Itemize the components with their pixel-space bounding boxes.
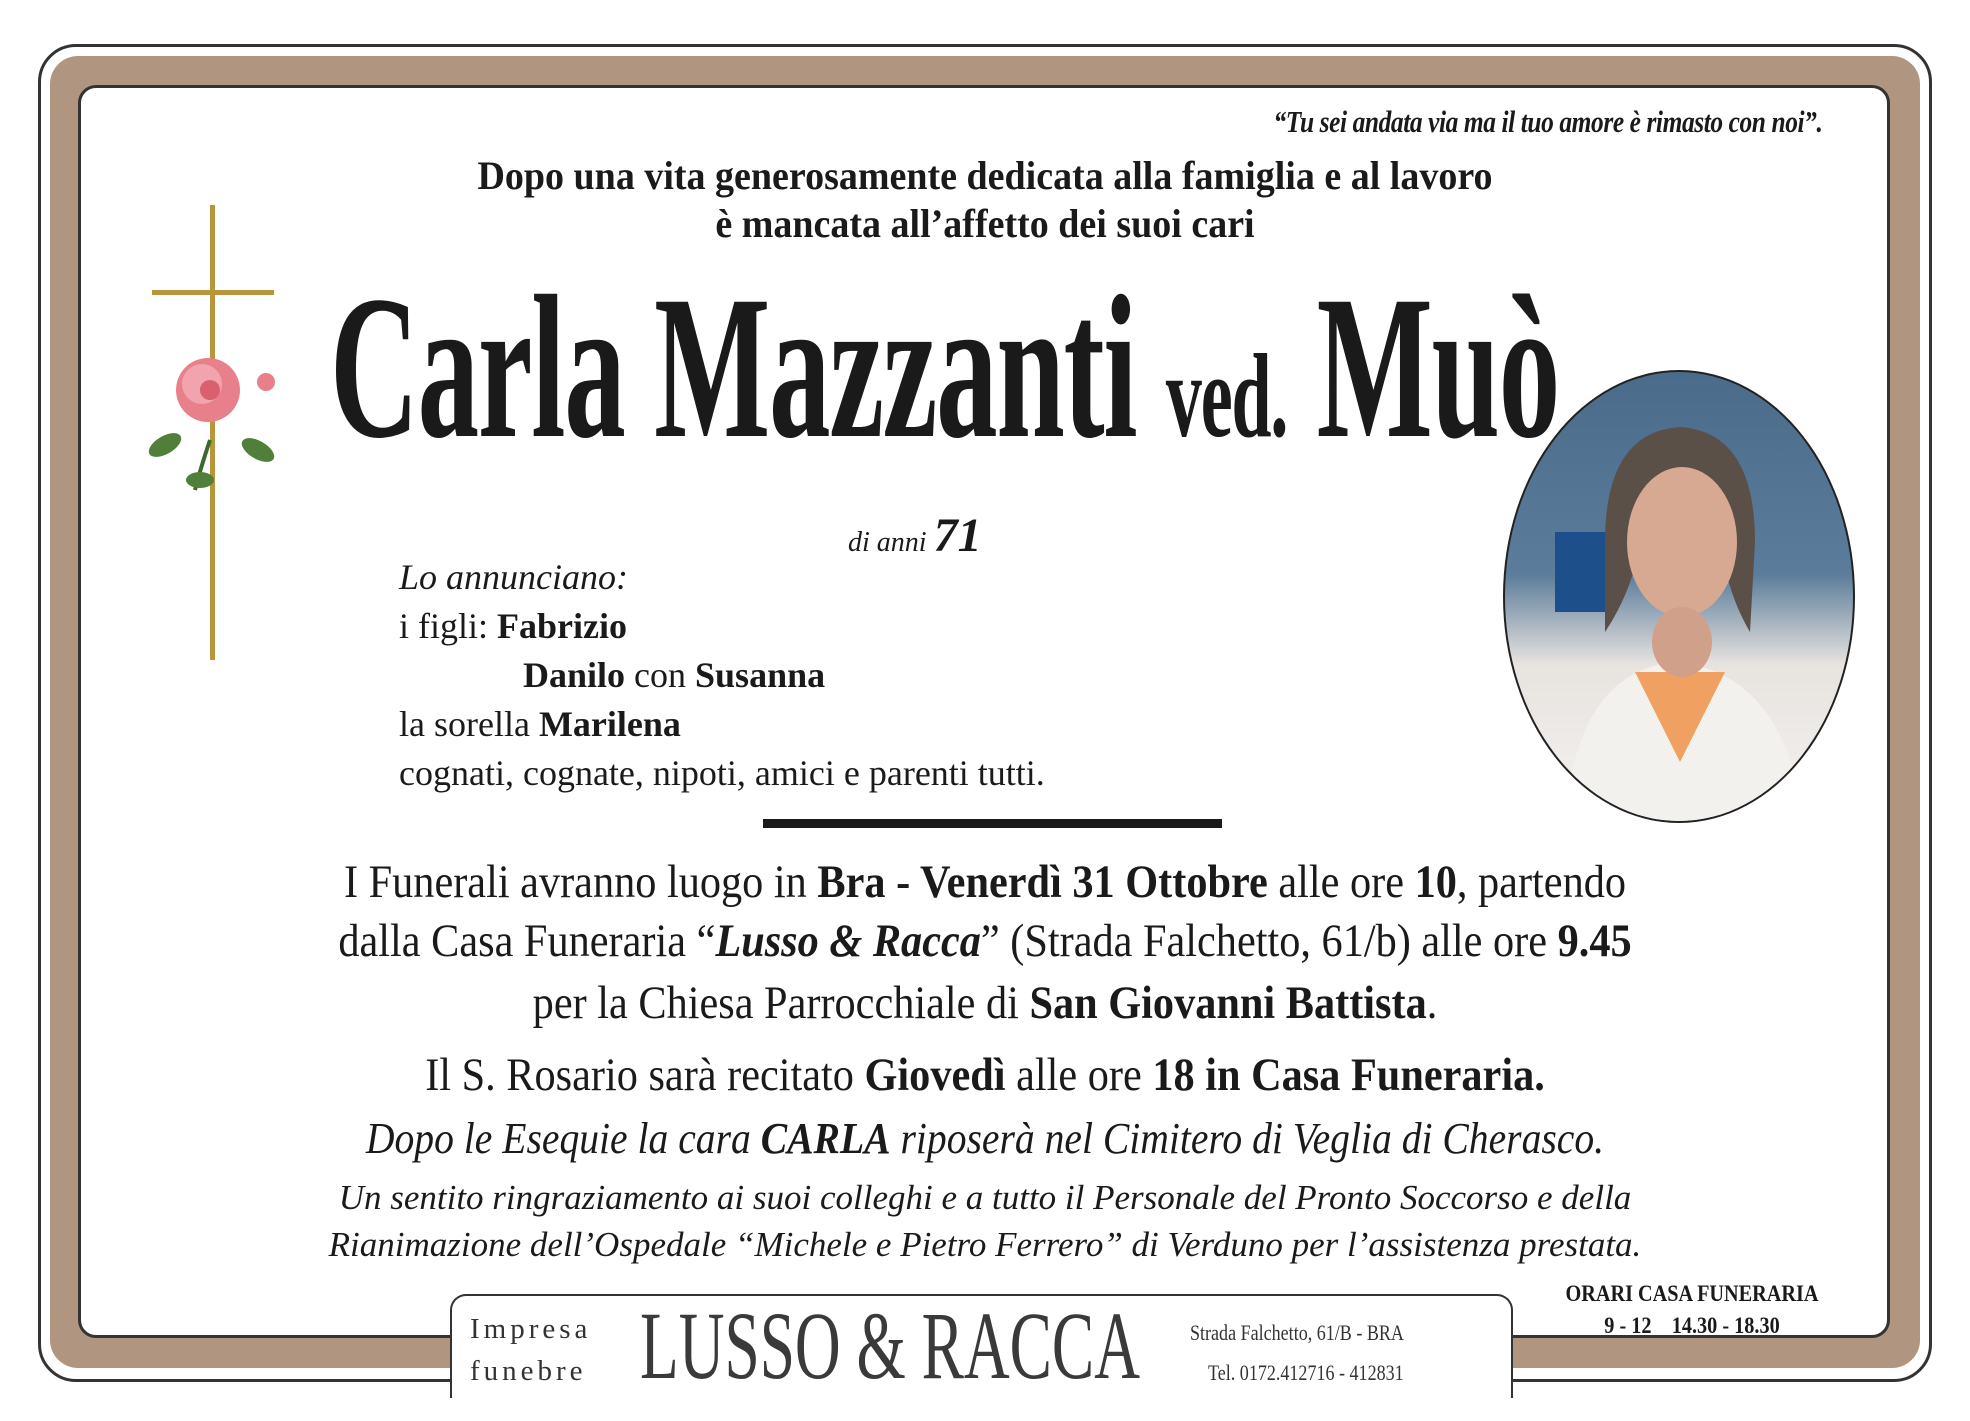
cross-with-rose-icon	[140, 200, 290, 665]
sorella-label: la sorella	[399, 704, 530, 744]
deceased-photo	[1503, 370, 1855, 823]
funeral-home-phone: Tel. 0172.412716 - 412831	[1208, 1360, 1404, 1385]
intro-line-1: Dopo una vita generosamente dedicata alla famiglia e al lavoro	[477, 153, 1493, 198]
burial-line: Dopo le Esequie la cara CARLA riposerà nel Cimitero di Veglia di Cherasco.	[365, 1114, 1605, 1163]
hours-times: 9 - 12 14.30 - 18.30	[1604, 1313, 1780, 1338]
figlio-2: Danilo	[523, 655, 626, 695]
funeral-line-2: dalla Casa Funeraria “Lusso & Racca” (Strada Falchetto, 61/b) alle ore 9.45	[338, 915, 1632, 967]
deceased-name	[330, 254, 1560, 481]
funeral-home-address: Strada Falchetto, 61/B - BRA	[1190, 1320, 1404, 1345]
funeral-home-brand: LUSSO & RACCA	[640, 1292, 1140, 1399]
hours-title: ORARI CASA FUNERARIA	[1565, 1281, 1819, 1306]
quote: “Tu sei andata via ma il tuo amore è rimasto con noi”.	[1273, 104, 1822, 139]
announcers-others: cognati, cognate, nipoti, amici e parenti tutti.	[399, 753, 1045, 793]
announcers-figlio2	[523, 651, 825, 700]
intro-line-2: è mancata all’affetto dei suoi cari	[715, 201, 1255, 246]
opening-hours	[1542, 1278, 1841, 1342]
announcers-heading: Lo annunciano:	[399, 557, 628, 597]
figlio-2-spouse: Susanna	[695, 655, 826, 695]
thanks-line-2: Rianimazione dell’Ospedale “Michele e Pietro Ferrero” di Verduno per l’assistenza prestata.	[328, 1225, 1642, 1264]
impresa-funebre-label: Impresa funebre	[470, 1313, 592, 1387]
thanks-line-1: Un sentito ringraziamento ai suoi colleghi e a tutto il Personale del Pronto Soccorso e della	[338, 1178, 1632, 1217]
name-surname2: Muò	[1316, 254, 1560, 481]
name-main: Carla Mazzanti	[330, 254, 1137, 481]
portrait-icon	[1505, 372, 1855, 823]
announcers-sorella	[399, 700, 681, 749]
age-label: di anni	[848, 527, 927, 558]
age-value: 71	[933, 509, 982, 562]
divider-rule	[763, 819, 1222, 828]
funeral-line-1: I Funerali avranno luogo in Bra - Venerdì 31 Ottobre alle ore 10, partendo	[343, 856, 1627, 908]
figli-label: i figli:	[399, 606, 488, 646]
funeral-line-3: per la Chiesa Parrocchiale di San Giovanni Battista.	[532, 977, 1438, 1029]
sorella: Marilena	[538, 704, 681, 744]
announcers-figli	[399, 602, 627, 651]
name-ved: ved.	[1165, 329, 1288, 462]
con-label: con	[634, 655, 687, 695]
figlio-1: Fabrizio	[497, 606, 627, 646]
rosario-line: Il S. Rosario sarà recitato Giovedì alle ore 18 in Casa Funeraria.	[425, 1049, 1545, 1101]
age	[848, 508, 982, 563]
